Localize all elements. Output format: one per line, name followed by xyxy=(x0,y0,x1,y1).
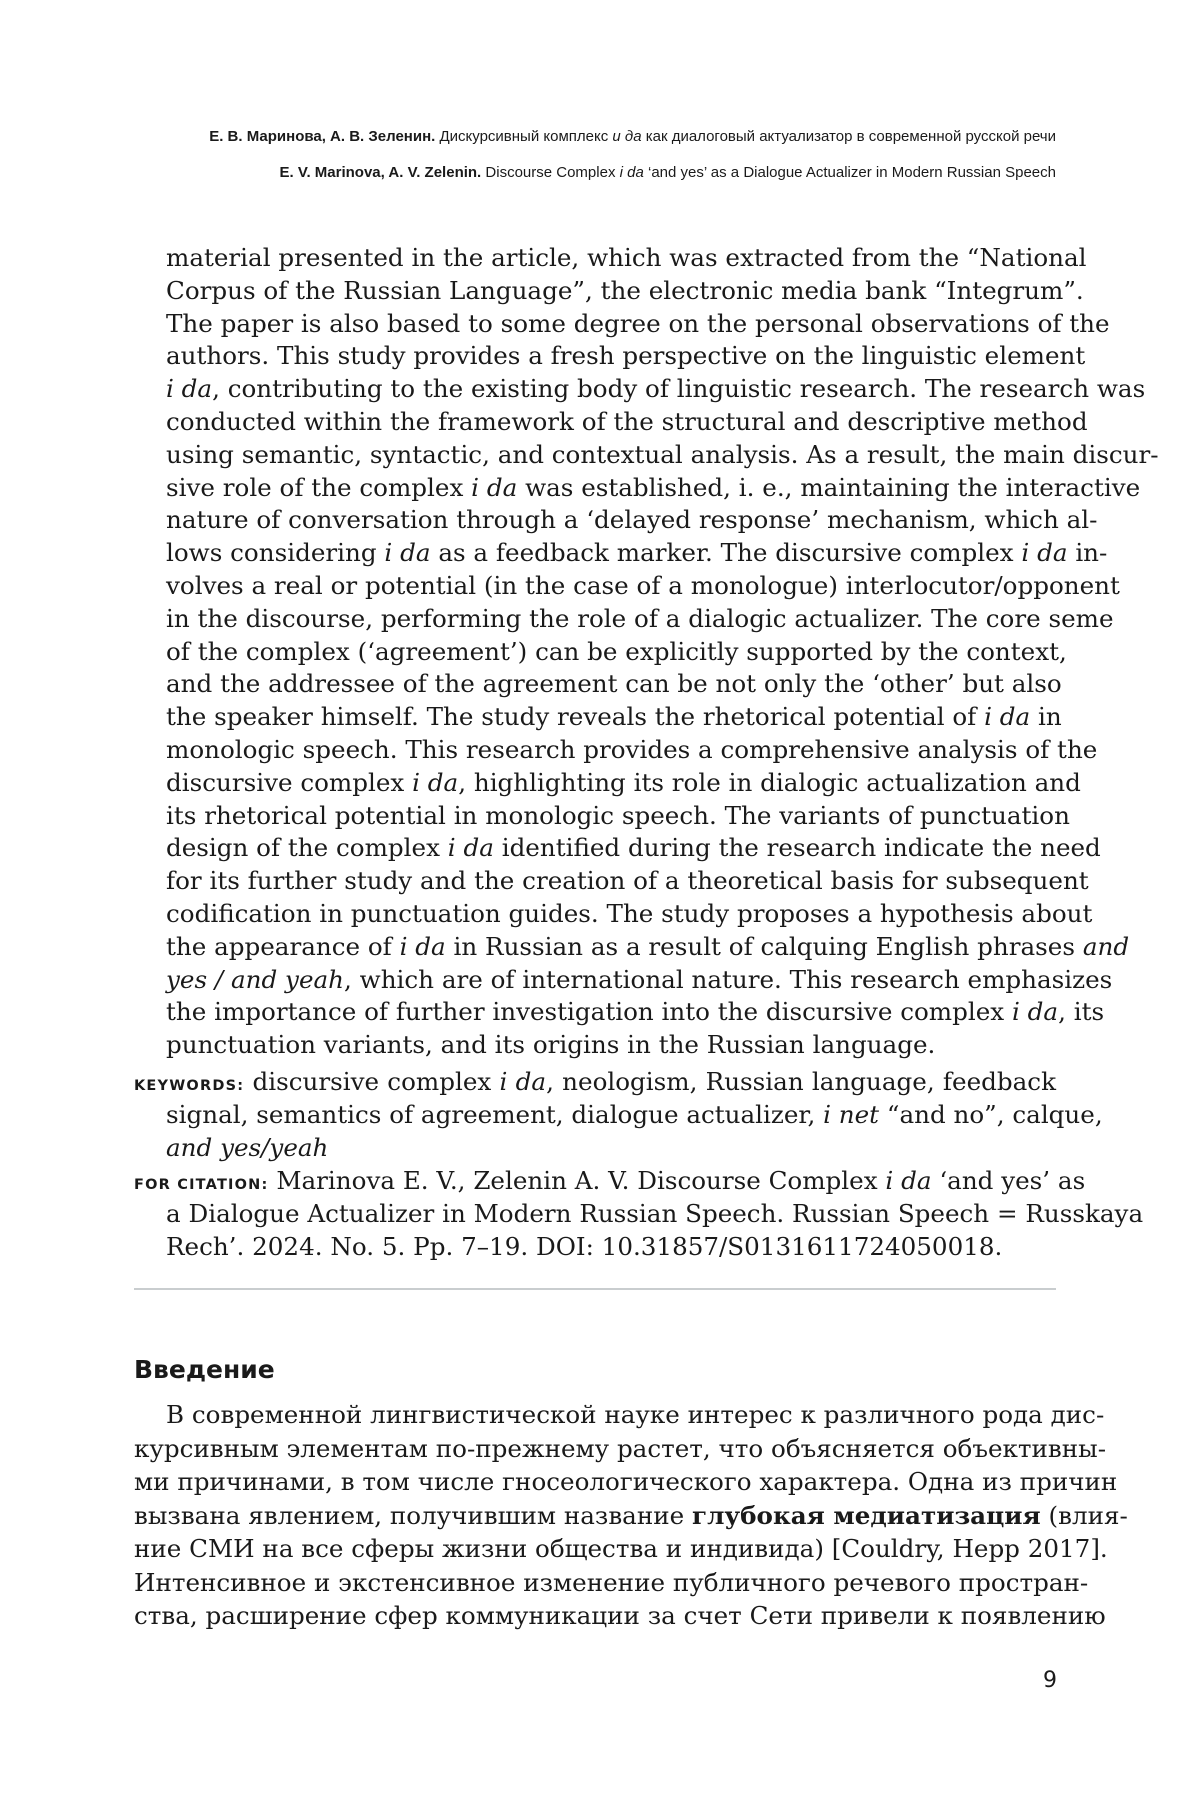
page-number: 9 xyxy=(1043,1668,1057,1693)
abstract-text-run: the speaker himself. The study reveals the rhetorical potential of xyxy=(166,702,977,732)
intro-line: ства, расширение сфер коммуникации за счет Сети привели к появлению xyxy=(134,1601,1106,1630)
keywords-label: KEYWORDS: xyxy=(134,1078,245,1094)
term: and xyxy=(1082,931,1130,961)
intro-line: ние СМИ на все сферы жизни общества и индивида) [Couldry, Hepp 2017]. xyxy=(134,1534,1108,1563)
abstract-line xyxy=(166,964,1113,997)
abstract-line xyxy=(166,537,1108,570)
term: i da xyxy=(984,702,1031,732)
term: i da xyxy=(412,767,459,797)
abstract-text-run: discursive complex xyxy=(166,767,405,797)
term: i da xyxy=(384,538,431,568)
abstract-line: material presented in the article, which was extracted from the “National xyxy=(166,243,1087,272)
abstract-line: nature of conversation through a ‘delayed response’ mechanism, which al- xyxy=(166,505,1098,535)
abstract-text-run: , contributing to the existing body of linguistic research. The research was xyxy=(212,374,1146,404)
term: i net xyxy=(823,1099,880,1129)
abstract-line xyxy=(166,701,1062,734)
citation-line: a Dialogue Actualizer in Modern Russian Speech. Russian Speech = Russkaya xyxy=(166,1198,1144,1228)
header-en-title-post: ‘and yes’ as a Dialogue Actualizer in Modern Russian Speech xyxy=(647,164,1056,181)
abstract-line: punctuation variants, and its origins in the Russian language. xyxy=(166,1030,936,1060)
citation-label: FOR CITATION: xyxy=(134,1177,269,1193)
abstract-text-run: the importance of further investigation into the discursive complex xyxy=(166,997,1005,1027)
abstract-text-run: the appearance of xyxy=(166,931,392,961)
term: i da xyxy=(166,374,213,404)
abstract-line xyxy=(166,767,1081,800)
abstract-line: using semantic, syntactic, and contextual analysis. As a result, the main discur- xyxy=(166,439,1159,469)
abstract-line: of the complex (‘agreement’) can be explicitly supported by the context, xyxy=(166,636,1067,666)
section-heading: Введение xyxy=(134,1355,275,1384)
intro-line xyxy=(134,1499,1128,1533)
keywords-text-run: signal, semantics of agreement, dialogue actualizer, xyxy=(166,1099,816,1129)
bold-term: глубокая медиатизация xyxy=(692,1500,1041,1530)
intro-text-run: (влия- xyxy=(1048,1500,1128,1530)
abstract-line: The paper is also based to some degree on the personal observations of the xyxy=(166,308,1110,338)
running-header-en xyxy=(134,164,1056,181)
keywords-text-run: “and no”, calque, xyxy=(886,1099,1103,1129)
keywords-line xyxy=(134,1099,1103,1132)
abstract-line: conducted within the framework of the structural and descriptive method xyxy=(166,406,1088,436)
intro-line: ми причинами, в том числе гносеологического характера. Одна из причин xyxy=(134,1467,1118,1496)
citation-text-run: ‘and yes’ as xyxy=(939,1166,1086,1195)
keywords-text-run: , neologism, Russian language, feedback xyxy=(546,1067,1056,1096)
abstract-line: authors. This study provides a fresh perspective on the linguistic element xyxy=(166,341,1086,371)
keywords-block xyxy=(134,1066,1103,1164)
abstract-text-run: was established, i. e., maintaining the interactive xyxy=(525,472,1141,502)
abstract-text-run: , which are of international nature. This research emphasizes xyxy=(344,964,1113,994)
header-ru-title-post: как диалоговый актуализатор в современной русской речи xyxy=(645,128,1056,145)
intro-line: Интенсивное и экстенсивное изменение публичного речевого простран- xyxy=(134,1567,1089,1597)
abstract-line xyxy=(166,832,1101,865)
abstract-line xyxy=(166,996,1105,1029)
header-en-title-term: i da xyxy=(619,164,644,181)
abstract-text-run: lows considering xyxy=(166,538,377,568)
term: i da xyxy=(1021,538,1068,568)
abstract-line: in the discourse, performing the role of a dialogic actualizer. The core seme xyxy=(166,603,1114,633)
abstract-line: volves a real or potential (in the case of a monologue) interlocutor/opponent xyxy=(166,570,1120,600)
term: i da xyxy=(1011,997,1059,1027)
abstract-line: codification in punctuation guides. The study proposes a hypothesis about xyxy=(166,898,1093,928)
abstract-text-run: , its xyxy=(1058,997,1105,1027)
abstract-line: Corpus of the Russian Language”, the electronic media bank “Integrum”. xyxy=(166,275,1084,305)
header-ru-title-term: и да xyxy=(612,128,642,145)
abstract-line: and the addressee of the agreement can be not only the ‘other’ but also xyxy=(166,669,1062,699)
term: i da xyxy=(399,931,446,961)
abstract-text-run: as a feedback marker. The discursive complex xyxy=(438,538,1014,568)
keywords-text-run: discursive complex xyxy=(252,1067,492,1096)
term: yes / and yeah xyxy=(166,964,345,994)
abstract-text xyxy=(166,242,1159,1062)
citation-block xyxy=(134,1165,1144,1263)
term: i da xyxy=(447,833,494,863)
intro-line: В современной лингвистической науке интерес к различного рода дис- xyxy=(166,1400,1105,1429)
abstract-text-run: , highlighting its role in dialogic actualization and xyxy=(458,767,1081,797)
term: i da xyxy=(885,1166,932,1195)
abstract-line xyxy=(166,931,1130,964)
abstract-text-run: in xyxy=(1038,702,1062,732)
abstract-text-run: in Russian as a result of calquing English phrases xyxy=(453,931,1075,961)
keywords-line xyxy=(134,1066,1056,1099)
abstract-line xyxy=(166,472,1141,505)
citation-line xyxy=(134,1165,1086,1198)
abstract-line: its rhetorical potential in monologic speech. The variants of punctuation xyxy=(166,800,1070,830)
citation-line: Rech’. 2024. No. 5. Pp. 7–19. DOI: 10.31857/S0131611724050018. xyxy=(166,1231,1003,1261)
abstract-line: for its further study and the creation of a theoretical basis for subsequent xyxy=(166,866,1089,896)
intro-paragraph xyxy=(134,1398,1128,1633)
header-ru-authors: Е. В. Маринова, А. В. Зеленин. xyxy=(209,128,436,145)
abstract-text-run: sive role of the complex xyxy=(166,472,464,502)
header-ru-title-pre: Дискурсивный комплекс xyxy=(439,128,609,145)
citation-text-run: Marinova E. V., Zelenin A. V. Discourse Complex xyxy=(276,1166,878,1195)
abstract-line: monologic speech. This research provides a comprehensive analysis of the xyxy=(166,734,1098,764)
abstract-text-run: identified during the research indicate the need xyxy=(501,833,1101,863)
header-en-authors: E. V. Marinova, A. V. Zelenin. xyxy=(279,164,482,181)
intro-text-run: вызвана явлением, получившим название xyxy=(134,1500,685,1530)
term: and yes/yeah xyxy=(166,1132,329,1162)
keywords-line xyxy=(134,1132,1056,1165)
running-header-ru xyxy=(134,128,1056,145)
abstract-line xyxy=(166,373,1146,406)
section-divider xyxy=(134,1288,1056,1290)
header-en-title-pre: Discourse Complex xyxy=(485,164,616,181)
abstract-text-run: in- xyxy=(1075,538,1108,568)
term: i da xyxy=(499,1067,547,1096)
term: i da xyxy=(471,472,518,502)
abstract-text-run: design of the complex xyxy=(166,833,440,863)
intro-line: курсивным элементам по-прежнему растет, что объясняется объективны- xyxy=(134,1433,1107,1463)
